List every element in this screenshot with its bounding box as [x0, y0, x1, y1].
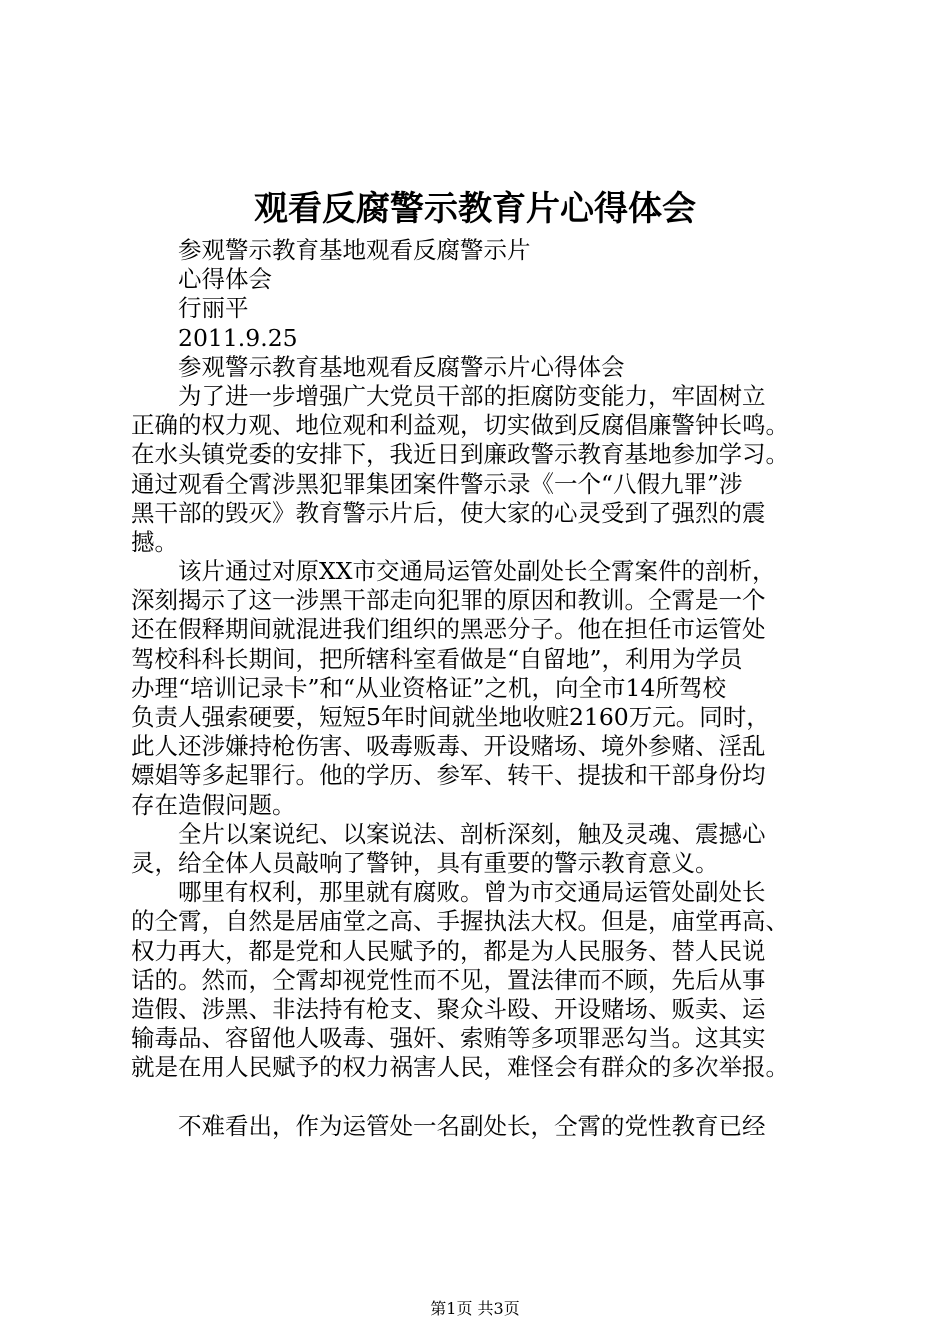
text-line: 造假、涉黑、非法持有枪支、聚众斗殴、开设赌场、贩卖、运	[131, 994, 766, 1023]
page-footer: 第1页 共3页	[430, 1299, 520, 1318]
text-line: 心得体会	[178, 265, 272, 294]
text-line: 负责人强索硬要，短短5年时间就坐地收赃2160万元。同时，	[131, 703, 770, 731]
text-line: 行丽平	[178, 294, 249, 323]
text-line: 输毒品、容留他人吸毒、强奸、索贿等多项罪恶勾当。这其实	[131, 1024, 766, 1053]
text-line: 存在造假问题。	[131, 790, 296, 819]
text-line: 话的。然而，仝霄却视党性而不见，置法律而不顾，先后从事	[131, 965, 766, 994]
text-line: 撼。	[131, 527, 178, 556]
text-line: 黑干部的毁灭》教育警示片后，使大家的心灵受到了强烈的震	[131, 498, 766, 527]
text-line: 此人还涉嫌持枪伤害、吸毒贩毒、开设赌场、境外参赌、淫乱	[131, 732, 766, 761]
text-line: 就是在用人民赋予的权力祸害人民，难怪会有群众的多次举报。	[131, 1053, 789, 1082]
text-line: 哪里有权利，那里就有腐败。曾为市交通局运管处副处长	[178, 878, 766, 907]
document-title: 观看反腐警示教育片心得体会	[254, 189, 696, 229]
text-line: 为了进一步增强广大党员干部的拒腐防变能力，牢固树立	[178, 381, 766, 410]
text-line: 深刻揭示了这一涉黑干部走向犯罪的原因和教训。仝霄是一个	[131, 586, 766, 615]
text-line: 办理“培训记录卡”和“从业资格证”之机，向全市14所驾校	[131, 673, 726, 702]
text-line: 权力再大，都是党和人民赋予的，都是为人民服务、替人民说	[131, 936, 766, 965]
text-line: 通过观看仝霄涉黑犯罪集团案件警示录《一个“八假九罪”涉	[131, 469, 743, 498]
text-line: 参观警示教育基地观看反腐警示片心得体会	[178, 352, 625, 381]
text-line: 驾校科科长期间，把所辖科室看做是“自留地”，利用为学员	[131, 644, 743, 673]
text-line: 2011.9.25	[178, 323, 298, 352]
document-body	[131, 236, 831, 1141]
blank-line	[131, 1082, 831, 1111]
text-line: 不难看出，作为运管处一名副处长，仝霄的党性教育已经	[178, 1111, 766, 1140]
text-line: 还在假释期间就混进我们组织的黑恶分子。他在担任市运管处	[131, 615, 766, 644]
text-line: 全片以案说纪、以案说法、剖析深刻，触及灵魂、震撼心	[178, 819, 766, 848]
text-line: 在水头镇党委的安排下，我近日到廉政警示教育基地参加学习。	[131, 440, 789, 469]
text-line: 正确的权力观、地位观和利益观，切实做到反腐倡廉警钟长鸣。	[131, 411, 789, 440]
text-line: 参观警示教育基地观看反腐警示片	[178, 236, 531, 264]
text-line: 灵，给全体人员敲响了警钟，具有重要的警示教育意义。	[131, 848, 719, 877]
text-line: 该片通过对原XX市交通局运管处副处长仝霄案件的剖析，	[178, 557, 776, 586]
text-line: 的仝霄，自然是居庙堂之高、手握执法大权。但是，庙堂再高、	[131, 907, 789, 936]
text-line: 嫖娼等多起罪行。他的学历、参军、转干、提拔和干部身份均	[131, 761, 766, 790]
